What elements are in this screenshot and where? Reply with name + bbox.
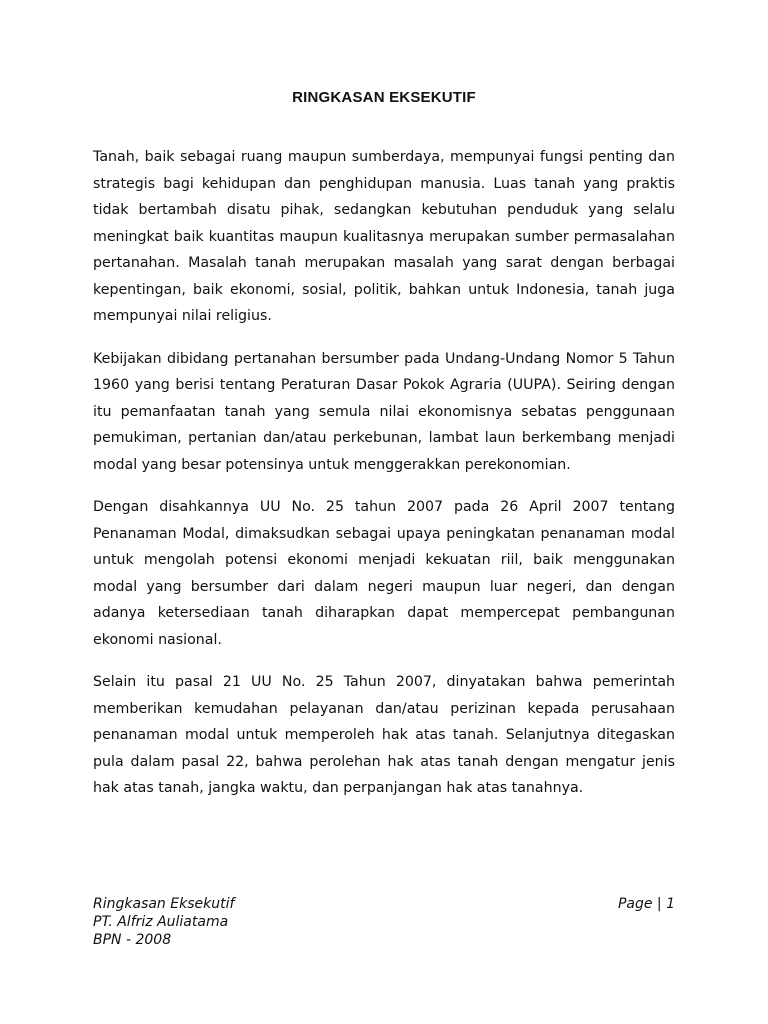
page-number: Page | 1 — [617, 896, 675, 912]
paragraph: Kebijakan dibidang pertanahan bersumber pada Undang-Undang Nomor 5 Tahun 1960 yang berisi tentang Peraturan Dasar Pokok Agraria (UUPA). Seiring dengan itu pemanfaatan tanah yang semula nilai ekonomisnya sebatas penggunaan pemukiman, pertanian dan/atau perkebunan, lambat laun berkembang menjadi modal yang besar potensinya untuk menggerakkan perekonomian. — [93, 350, 675, 473]
paragraph: Selain itu pasal 21 UU No. 25 Tahun 2007, dinyatakan bahwa pemerintah memberikan kemudahan pelayanan dan/atau perizinan kepada perusahaan penanaman modal untuk memperoleh hak atas tanah. Selanjutnya ditegaskan pula dalam pasal 22, bahwa perolehan hak atas tanah dengan mengatur jenis hak atas tanah, jangka waktu, dan perpanjangan hak atas tanahnya. — [93, 674, 675, 796]
footer-info — [93, 895, 234, 949]
footer-agency-year: BPN - 2008 — [93, 932, 172, 948]
footer-company: PT. Alfriz Auliatama — [93, 914, 229, 930]
document-body — [93, 144, 675, 818]
page-title: RINGKASAN EKSEKUTIF — [292, 89, 476, 106]
paragraph: Tanah, baik sebagai ruang maupun sumberdaya, mempunyai fungsi penting dan strategis bagi kehidupan dan penghidupan manusia. Luas tanah yang praktis tidak bertambah disatu pihak, sedangkan kebutuhan penduduk yang selalu meningkat baik kuantitas maupun kualitasnya merupakan sumber permasalahan pertanahan. Masalah tanah merupakan masalah yang sarat dengan berbagai kepentingan, baik ekonomi, sosial, politik, bahkan untuk Indonesia, tanah juga mempunyai nilai religius. — [93, 149, 675, 324]
paragraph: Dengan disahkannya UU No. 25 tahun 2007 pada 26 April 2007 tentang Penanaman Modal, dimaksudkan sebagai upaya peningkatan penanaman modal untuk mengolah potensi ekonomi menjadi kekuatan riil, baik menggunakan modal yang bersumber dari dalam negeri maupun luar negeri, dan dengan adanya ketersediaan tanah diharapkan dapat mempercepat pembangunan ekonomi nasional. — [93, 499, 675, 648]
footer-document-name: Ringkasan Eksekutif — [93, 896, 235, 912]
